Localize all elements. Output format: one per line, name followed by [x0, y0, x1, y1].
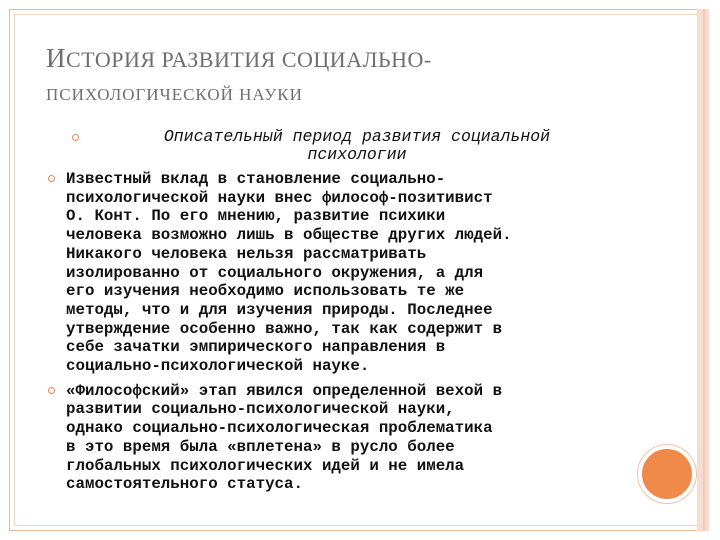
paragraph-line: развитии социально-психологической науки,: [66, 400, 455, 419]
title-cap-letter: И: [46, 43, 66, 73]
paragraph-line: однако социально-психологическая проблематика: [66, 419, 493, 438]
bullet-circle-icon: [72, 134, 79, 141]
slide-title: [46, 42, 646, 106]
subheading-line-2: психологии: [307, 145, 407, 164]
paragraph-line: Никакого человека нельзя рассматривать: [66, 244, 427, 263]
paragraph-line: методы, что и для изучения природы. Последнее: [66, 300, 493, 319]
title-line-1-rest: СТОРИЯ РАЗВИТИЯ СОЦИАЛЬНО-: [66, 47, 432, 72]
paragraph-line: самостоятельного статуса.: [66, 475, 303, 494]
paragraph-line: Известный вклад в становление социально-: [66, 170, 446, 188]
orange-circle-decoration: [638, 445, 696, 503]
subheading-line-1: Описательный период развития социальной: [163, 127, 551, 146]
paragraph-line: изолированно от социального окружения, а для: [66, 263, 484, 282]
paragraph-line: его изучения необходимо использовать те же: [66, 282, 465, 301]
subheading: [72, 128, 622, 164]
bullet-circle-icon: [48, 387, 55, 394]
paragraph-line: социально-психологической науке.: [66, 357, 370, 376]
paragraph-line: «Философский» этап явился определенной вехой в: [66, 381, 503, 400]
right-decor-line: [703, 9, 705, 531]
paragraph-2: [48, 382, 628, 494]
slide-content: [48, 128, 628, 494]
paragraph-line: О. Конт. По его мнению, развитие психики: [66, 207, 446, 226]
paragraph-1: [48, 170, 628, 376]
title-line-1: [46, 42, 646, 76]
paragraph-line: глобальных психологических идей и не имела: [66, 456, 465, 475]
paragraph-line: психологической науки внес философ-позитивист: [66, 188, 493, 207]
title-line-2: ПСИХОЛОГИЧЕСКОЙ НАУКИ: [46, 85, 303, 104]
paragraph-line: себе зачатки эмпирического направления в: [66, 338, 446, 357]
paragraph-line: в это время была «вплетена» в русло более: [66, 437, 455, 456]
paragraph-line: человека возможно лишь в обществе других людей.: [66, 226, 512, 245]
paragraph-line: утверждение особенно важно, так как содержит в: [66, 319, 503, 338]
bullet-circle-icon: [48, 175, 55, 182]
